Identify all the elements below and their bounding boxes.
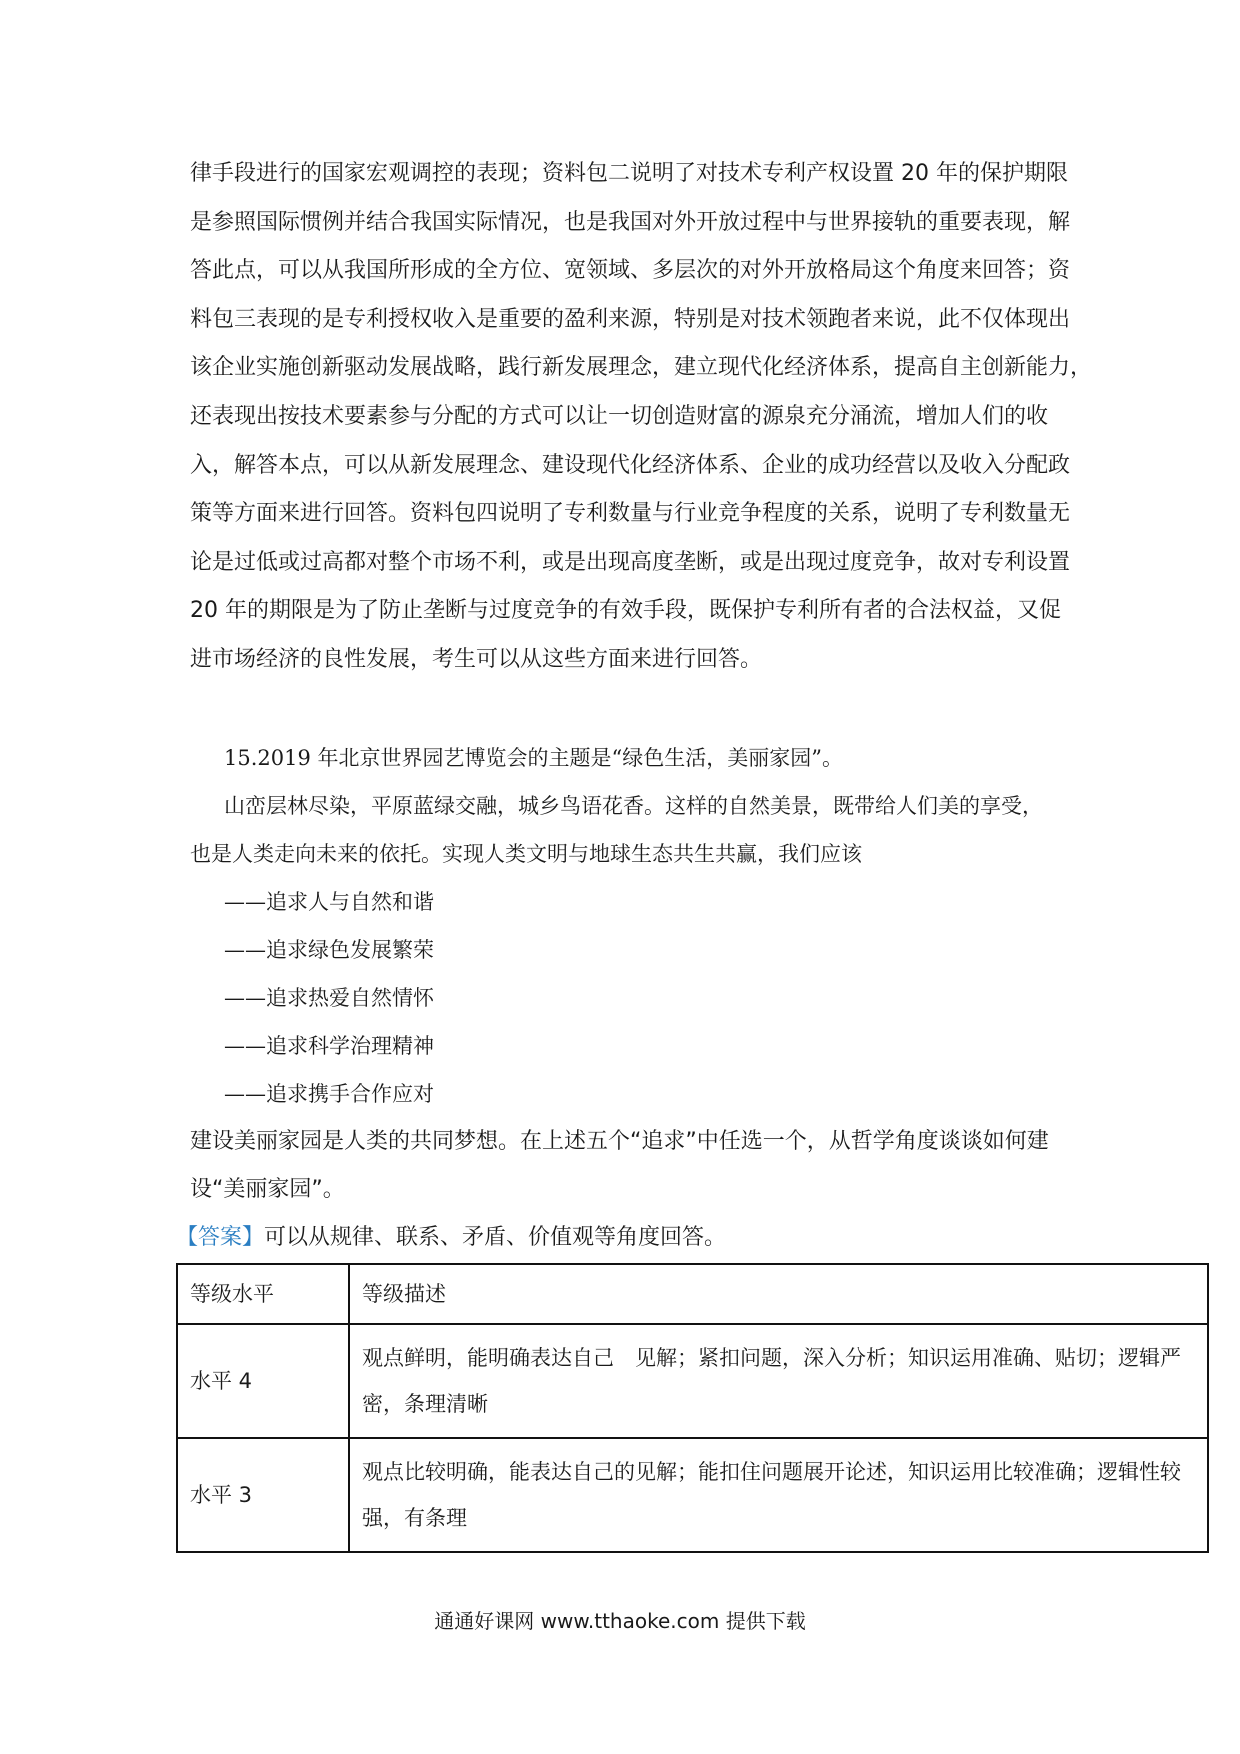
answer-tag: 【答案】 bbox=[176, 1225, 265, 1250]
pursuit-item: ——追求绿色发展繁荣 bbox=[224, 938, 434, 962]
explanation-line: 入，解答本点，可以从新发展理念、建设现代化经济体系、企业的成功经营以及收入分配政 bbox=[190, 452, 1071, 478]
explanation-line: 20 年的期限是为了防止垄断与过度竞争的有效手段，既保护专利所有者的合法权益，又促 bbox=[190, 598, 1061, 624]
description-cell bbox=[349, 1438, 1208, 1552]
explanation-line: 律手段进行的国家宏观调控的表现；资料包二说明了对技术专利产权设置 20 年的保护期限 bbox=[190, 161, 1068, 186]
description-line: 强，有条理 bbox=[362, 1506, 467, 1530]
table-header-cell: 等级水平 bbox=[177, 1264, 349, 1324]
explanation-line: 是参照国际惯例并结合我国实际情况，也是我国对外开放过程中与世界接轨的重要表现，解 bbox=[190, 209, 1071, 235]
explanation-line: 论是过低或过高都对整个市场不利，或是出现高度垄断，或是出现过度竞争，故对专利设置 bbox=[190, 549, 1071, 575]
description-line: 密，条理清晰 bbox=[362, 1392, 488, 1416]
explanation-line: 进市场经济的良性发展，考生可以从这些方面来进行回答。 bbox=[190, 646, 763, 672]
table-row bbox=[177, 1438, 1208, 1552]
explanation-line: 还表现出按技术要素参与分配的方式可以让一切创造财富的源泉充分涌流，增加人们的收 bbox=[190, 403, 1049, 429]
answer-line bbox=[176, 1214, 1036, 1262]
table-header-row bbox=[177, 1264, 1208, 1324]
grading-table bbox=[176, 1263, 1209, 1553]
table-row bbox=[177, 1324, 1208, 1438]
page-footer: 通通好课网 www.tthaoke.com 提供下载 bbox=[434, 1609, 806, 1633]
explanation-paragraph bbox=[190, 150, 1093, 685]
description-line: 观点比较明确，能表达自己的见解；能扣住问题展开论述，知识运用比较准确；逻辑性较 bbox=[362, 1460, 1181, 1484]
question-intro-line: 也是人类走向未来的依托。实现人类文明与地球生态共生共赢，我们应该 bbox=[190, 842, 862, 866]
pursuit-item: ——追求科学治理精神 bbox=[224, 1034, 434, 1058]
level-cell: 水平 3 bbox=[177, 1438, 349, 1552]
explanation-line: 料包三表现的是专利授权收入是重要的盈利来源，特别是对技术领跑者来说，此不仅体现出 bbox=[190, 306, 1071, 332]
level-cell: 水平 4 bbox=[177, 1324, 349, 1438]
question-title: 15.2019 年北京世界园艺博览会的主题是“绿色生活，美丽家园”。 bbox=[224, 746, 843, 770]
table-header-cell: 等级描述 bbox=[349, 1264, 1208, 1324]
explanation-line: 该企业实施创新驱动发展战略，践行新发展理念，建立现代化经济体系，提高自主创新能力， bbox=[190, 355, 1093, 381]
pursuit-item: ——追求热爱自然情怀 bbox=[224, 986, 434, 1010]
question-task-line: 建设美丽家园是人类的共同梦想。在上述五个“追求”中任选一个，从哲学角度谈谈如何建 bbox=[190, 1129, 1049, 1154]
answer-text: 可以从规律、联系、矛盾、价值观等角度回答。 bbox=[264, 1225, 727, 1250]
explanation-line: 答此点，可以从我国所形成的全方位、宽领域、多层次的对外开放格局这个角度来回答；资 bbox=[190, 258, 1071, 284]
description-cell bbox=[349, 1324, 1208, 1438]
question-intro-line: 山峦层林尽染，平原蓝绿交融，城乡鸟语花香。这样的自然美景，既带给人们美的享受， bbox=[224, 794, 1043, 818]
pursuit-item: ——追求携手合作应对 bbox=[224, 1082, 434, 1106]
question-task-line: 设“美丽家园”。 bbox=[190, 1177, 345, 1202]
explanation-line: 策等方面来进行回答。资料包四说明了专利数量与行业竞争程度的关系，说明了专利数量无 bbox=[190, 501, 1071, 527]
description-line: 观点鲜明，能明确表达自己 见解；紧扣问题，深入分析；知识运用准确、贴切；逻辑严 bbox=[362, 1346, 1181, 1370]
pursuit-item: ——追求人与自然和谐 bbox=[224, 890, 434, 914]
